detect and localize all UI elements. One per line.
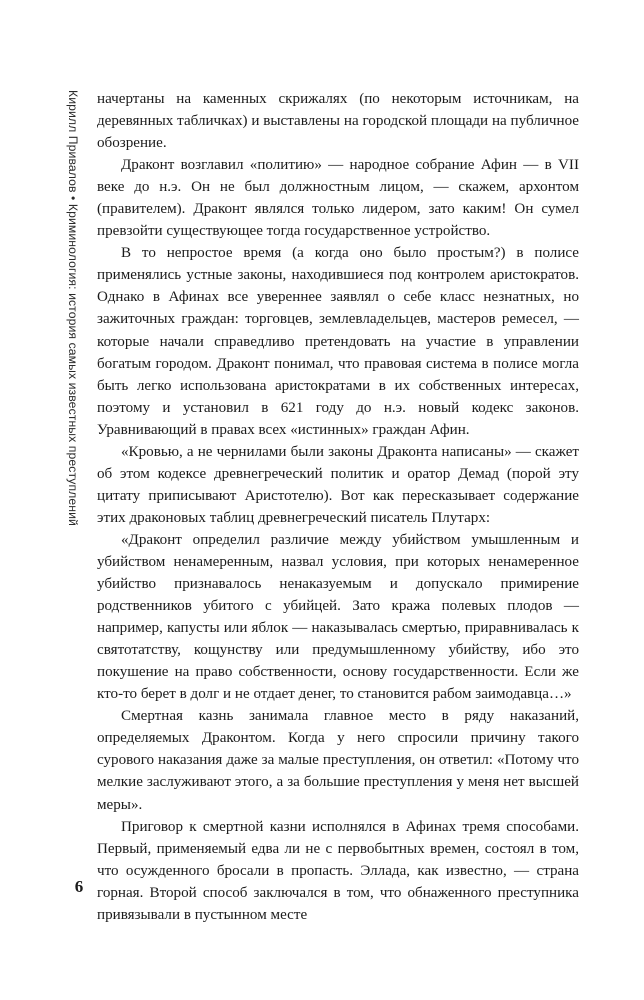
running-head (62, 90, 84, 670)
paragraph: Драконт возглавил «политию» — народное собрание Афин — в VII веке до н.э. Он не был должностным лицом, — скажем, архонтом (правителем). Драконт являлся только лидером, зато каким! Он сумел превзойти существующее тогда государственное устройство. (97, 157, 579, 240)
paragraph: В то непростое время (а когда оно было простым?) в полисе применялись устные законы, находившиеся под контролем аристократов. Однако в Афинах все увереннее заявлял о себе класс незнатных, но зажиточных граждан: торговцев, землевладельцев, мастеров ремесел, — которые начали справедливо претендовать на участие в управлении богатым городом. Драконт понимал, что правовая система в полисе могла быть легко использована аристократами в их собственных интересах, поэтому и установил в 621 году до н.э. новый кодекс законов. Уравнивающий в правах всех «истинных» граждан Афин. (97, 245, 579, 438)
paragraph: Приговор к смертной казни исполнялся в Афинах тремя способами. Первый, применяемый едва ли не с первобытных времен, состоял в том, что осужденного бросали в пропасть. Эллада, как известно, — страна горная. Второй способ заключался в том, что обнаженного преступника привязывали в пустынном месте (97, 818, 579, 923)
body-text-column (97, 88, 579, 926)
page-number: 6 (74, 877, 84, 896)
running-head-text: Кирилл Привалов • Криминология: история самых известных преступлений (66, 90, 81, 526)
paragraph-quote: «Драконт определил различие между убийством умышленным и убийством ненамеренным, назвал условия, при которых ненамеренное убийство признавалось ненаказуемым и допускало примирение родственников убитого с убийцей. Зато кража полевых плодов — например, капусты или яблок — наказывалась смертью, приравнивалась к святотатству, кощунству или предумышленному убийству, ибо это покушение на право собственности, основу государственности. Если же кто-то берет в долг и не отдает денег, то становится рабом заимодавца…» (97, 531, 579, 703)
paragraph: «Кровью, а не чернилами были законы Драконта написаны» — скажет об этом кодексе древнегреческий политик и оратор Демад (порой эту цитату приписывают Аристотелю). Вот как пересказывает содержание этих драконовых таблиц древнегреческий писатель Плутарх: (97, 443, 579, 526)
paragraph: начертаны на каменных скрижалях (по некоторым источникам, на деревянных табличках) и выставлены на городской площади на публичное обозрение. (97, 91, 579, 152)
paragraph: Смертная казнь занимала главное место в ряду наказаний, определяемых Драконтом. Когда у него спросили причину такого сурового наказания даже за малые преступления, он ответил: «Потому что мелкие заслуживают этого, а за большие преступления у меня нет высшей меры». (97, 708, 579, 813)
